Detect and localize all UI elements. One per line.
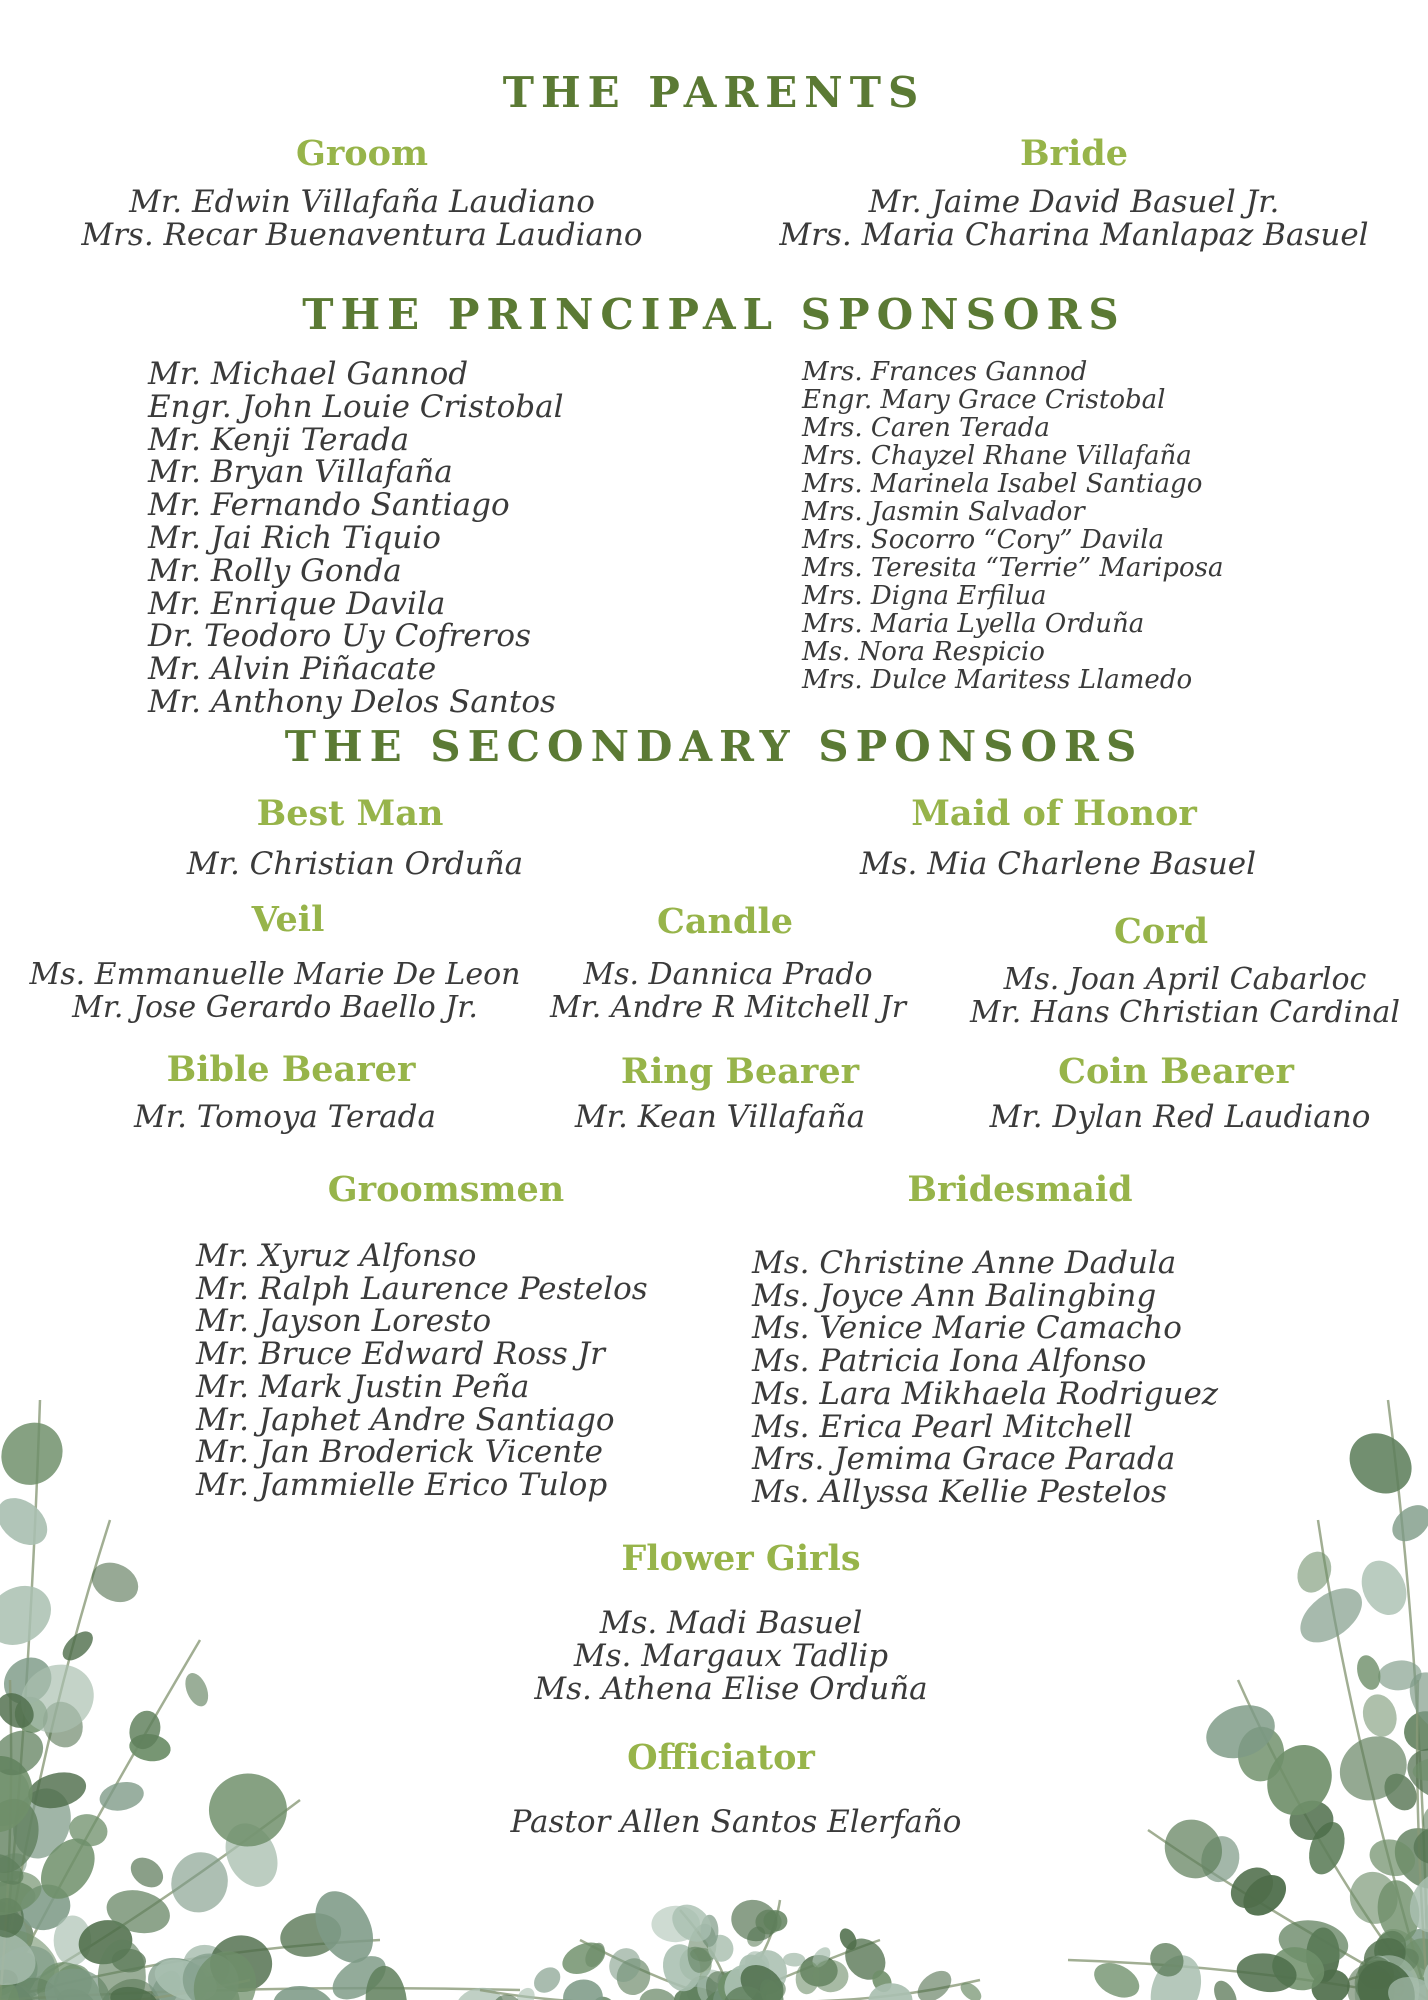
- name-item: Mrs. Frances Gannod: [802, 357, 1088, 387]
- name-item: Ms. Joyce Ann Balingbing: [752, 1277, 1157, 1314]
- name-item: Mr. Hans Christian Cardinal: [970, 995, 1400, 1030]
- name-item: Mrs. Chayzel Rhane Villafaña: [802, 441, 1192, 471]
- coin-bearer-list: [960, 1101, 1400, 1134]
- name-item: Mr. Jan Broderick Vicente: [196, 1434, 604, 1471]
- name-item: Ms. Patricia Iona Alfonso: [752, 1343, 1147, 1380]
- name-item: Ms. Athena Elise Orduña: [534, 1671, 928, 1707]
- name-item: Mrs. Maria Charina Manlapaz Basuel: [779, 217, 1369, 253]
- ring-bearer-heading: Ring Bearer: [620, 1051, 860, 1092]
- maid-of-honor-heading: Maid of Honor: [911, 793, 1197, 834]
- name-item: Mr. Rolly Gonda: [148, 552, 402, 589]
- name-item: Engr. John Louie Cristobal: [148, 388, 564, 425]
- cord-heading: Cord: [1113, 911, 1209, 952]
- name-item: Mr. Kenji Terada: [148, 421, 410, 458]
- groomsmen-list: [196, 1240, 648, 1502]
- name-item: Mr. Bryan Villafaña: [148, 454, 453, 491]
- veil-list: [15, 958, 535, 1024]
- name-item: Ms. Margaux Tadlip: [573, 1638, 889, 1674]
- groom-parents-list: [62, 186, 662, 252]
- name-item: Mrs. Maria Lyella Orduña: [802, 609, 1145, 639]
- bridesmaid-heading: Bridesmaid: [907, 1169, 1133, 1210]
- candle-list: [538, 958, 918, 1024]
- maid-of-honor-list: [808, 848, 1308, 881]
- name-item: Ms. Mia Charlene Basuel: [859, 846, 1257, 882]
- bible-bearer-list: [85, 1101, 485, 1134]
- name-item: Ms. Christine Anne Dadula: [752, 1245, 1177, 1281]
- name-item: Mrs. Dulce Maritess Llamedo: [802, 665, 1193, 695]
- name-item: Mr. Ralph Laurence Pestelos: [196, 1270, 648, 1307]
- eucalyptus-bottom-decoration: [420, 1880, 1040, 2000]
- name-item: Mr. Jayson Loresto: [196, 1303, 492, 1340]
- name-item: Ms. Lara Mikhaela Rodriguez: [752, 1375, 1219, 1412]
- name-item: Mr. Christian Orduña: [186, 846, 524, 882]
- name-item: Ms. Allyssa Kellie Pestelos: [752, 1473, 1167, 1510]
- flower-girls-list: [491, 1607, 971, 1706]
- name-item: Ms. Madi Basuel: [599, 1605, 863, 1641]
- name-item: Ms. Erica Pearl Mitchell: [752, 1408, 1133, 1445]
- principal-sponsors-men-list: [148, 358, 564, 719]
- bridesmaid-list: [752, 1247, 1218, 1509]
- name-item: Mr. Jose Gerardo Baello Jr.: [72, 990, 478, 1025]
- name-item: Mr. Enrique Davila: [148, 585, 446, 622]
- name-item: Mrs. Jasmin Salvador: [802, 497, 1085, 527]
- groom-heading: Groom: [295, 133, 429, 174]
- flower-girls-heading: Flower Girls: [621, 1538, 861, 1579]
- name-item: Mr. Dylan Red Laudiano: [989, 1099, 1371, 1135]
- cord-list: [950, 963, 1420, 1029]
- bride-heading: Bride: [1019, 133, 1129, 174]
- name-item: Ms. Venice Marie Camacho: [752, 1310, 1182, 1347]
- name-item: Ms. Nora Respicio: [802, 637, 1045, 667]
- name-item: Mrs. Caren Terada: [802, 413, 1050, 443]
- name-item: Dr. Teodoro Uy Cofreros: [148, 618, 532, 655]
- name-item: Mr. Michael Gannod: [148, 356, 469, 392]
- name-item: Mr. Jammielle Erico Tulop: [196, 1466, 608, 1503]
- name-item: Mr. Jaime David Basuel Jr.: [868, 184, 1280, 220]
- best-man-list: [105, 848, 605, 881]
- name-item: Mr. Anthony Delos Santos: [148, 683, 556, 720]
- best-man-heading: Best Man: [256, 793, 444, 834]
- name-item: Mrs. Socorro “Cory” Davila: [802, 525, 1165, 555]
- name-item: Mrs. Digna Erfilua: [802, 581, 1047, 611]
- name-item: Mrs. Marinela Isabel Santiago: [802, 469, 1203, 499]
- name-item: Engr. Mary Grace Cristobal: [802, 385, 1166, 415]
- ring-bearer-list: [520, 1101, 920, 1134]
- name-item: Mr. Bruce Edward Ross Jr: [196, 1336, 605, 1373]
- name-item: Mr. Japhet Andre Santiago: [196, 1401, 615, 1438]
- name-item: Pastor Allen Santos Elerfaño: [510, 1804, 962, 1840]
- principal-sponsors-title: THE PRINCIPAL SPONSORS: [302, 290, 1126, 339]
- groomsmen-heading: Groomsmen: [327, 1169, 565, 1210]
- name-item: Mr. Mark Justin Peña: [196, 1368, 530, 1405]
- parents-title: THE PARENTS: [502, 68, 926, 117]
- name-item: Mr. Jai Rich Tiquio: [148, 519, 441, 556]
- name-item: Mrs. Jemima Grace Parada: [752, 1441, 1176, 1478]
- principal-sponsors-women-list: [802, 358, 1223, 694]
- officiator-heading: Officiator: [627, 1737, 815, 1778]
- coin-bearer-heading: Coin Bearer: [1058, 1051, 1294, 1092]
- secondary-sponsors-title: THE SECONDARY SPONSORS: [284, 722, 1144, 771]
- name-item: Mr. Alvin Piñacate: [148, 651, 437, 688]
- name-item: Ms. Joan April Cabarloc: [1003, 962, 1367, 997]
- name-item: Ms. Emmanuelle Marie De Leon: [29, 957, 521, 992]
- name-item: Mr. Fernando Santiago: [148, 487, 510, 524]
- name-item: Mrs. Recar Buenaventura Laudiano: [81, 217, 643, 253]
- name-item: Mr. Xyruz Alfonso: [196, 1238, 477, 1274]
- veil-heading: Veil: [251, 899, 325, 940]
- name-item: Ms. Dannica Prado: [583, 957, 873, 992]
- name-item: Mr. Kean Villafaña: [574, 1099, 866, 1135]
- name-item: Mr. Andre R Mitchell Jr: [549, 990, 907, 1025]
- bride-parents-list: [774, 186, 1374, 252]
- officiator-list: [486, 1806, 986, 1839]
- bible-bearer-heading: Bible Bearer: [166, 1049, 416, 1090]
- name-item: Mr. Tomoya Terada: [134, 1099, 436, 1135]
- candle-heading: Candle: [656, 901, 794, 942]
- name-item: Mr. Edwin Villafaña Laudiano: [129, 184, 595, 220]
- name-item: Mrs. Teresita “Terrie” Mariposa: [802, 553, 1224, 583]
